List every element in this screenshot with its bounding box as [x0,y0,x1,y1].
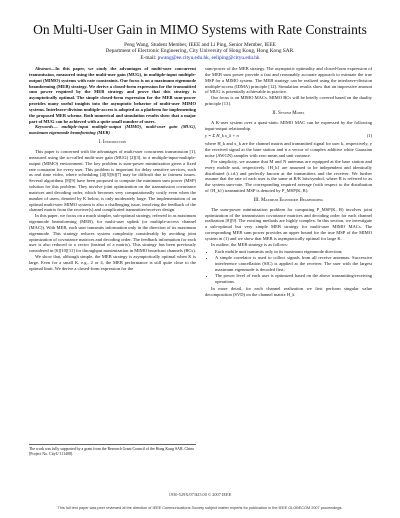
system-model-paragraph-3: For simplicity, we assume that M and N antennas are equipped at the base station and every mobile unit, respectively. {H_k} are assumed to be independent and identically distributed (i.i.d.) and perfectly known at the transmitters and the receiver. We further assume that the rate of each user is the same at R/K bits/symbol, where R is referred to as the system sum-rate. The corresponding required average (with respect to the distribution of {H_k}) transmitted MSP is denoted by P_MSP(K, R). [205,158,372,194]
author-block [20,42,380,61]
intro-paragraph-2: In this paper, we focus on a much simpler, sub-optimal strategy, referred to as maximum eigenmode beamforming (MEB), for multi-user uplink (or multiple-access channel (MAC)). With MEB, each user transmits information only in the direction of its maximum eigenmode. This strategy reduces system complexity considerably by avoiding joint optimization of covariance matrices and decoding order. The feedback information for each user is also reduced to a vector (instead of a matrix). This strategy has been previously considered in [6][10][11] for throughput maximization in MIMO broadcast channels (BCs). [29,213,196,254]
system-model-paragraph-2: where H_k and x_k are the channel matrix and transmitted signal for user k, respectively, y the received signal at the base station and n a vector of complex additive white Gaussian noise (AWGN) samples with zero mean and unit variance. [205,141,372,158]
paper-title: On Multi-User Gain in MIMO Systems with Rate Constraints [33,22,367,37]
system-model-paragraph-1: A K-user system over a quasi-static MIMO MAC can be expressed by the following input-output relationship. [205,119,372,131]
abstract-text: —In this paper, we study the advantages of multi-user concurrent transmission, measured using the multi-user gain (MUG), in multiple-input multiple-output (MIMO) systems with rate constraints. Our focus is on a maximum eigenmode beamforming (MEB) strategy. We derive a closed-form expression for the transmitted sum power required by the MEB strategy and prove that this strategy is asymptotically optimal. The simple closed-form expression for the MEB sum-power provides many useful insights into the asymptotic behavior of multi-user MIMO systems. Interleave-division multiple-access is adopted as a platform for implementing the proposed MEB scheme. Both numerical and simulation results show that a major part of MUG can be achieved with a quite small number of users. [29,66,196,124]
intro-paragraph-3: We show that, although simple, the MEB strategy is asymptotically optimal when K is large. Even for a small K, e.g., 2 or 4, the MEB performance is still quite close to the optimal limit. We derive a closed-form expression for the [29,254,196,271]
right-column [205,66,372,297]
section-heading-introduction: I. Introduction [98,140,127,146]
copyright-code: 1930-529X/07/$25.00 © 2007 IEEE [168,492,232,497]
intro-paragraph-1: This paper is concerned with the advantages of multi-user concurrent transmission [1], measured using the so-called multi-user gain (MUG) [2][3], in a multiple-input-multiple-output (MIMO) environment. The key problem is sum-power minimization given a fixed rate constraint for every user. This problem is important for delay sensitive services, such as real time video, where scheduling [4][5][6][7] may be difficult due to fairness issues. Several algorithms [8][9] have been proposed to compute the minimum sum power (MSP) solution for this problem. They involve joint optimization on the transmission covariance matrices and decoding order, which becomes very computationally costly even when the number of users, denoted by K below, is only moderately large. The implementation of an optimal multi-user MIMO system is also a challenging issue, involving the feedback of the channel matrix from the receiver(s) and complicated transmitter/receiver design. [29,148,196,213]
meb-paragraph-2: In outline, the MEB strategy is as follows: [211,241,289,247]
peer-review-notice: This full text paper was peer reviewed at the direction of IEEE Communications Society subject matter experts for publication in the IEEE GLOBECOM 2007 proceedings. [57,506,343,510]
email-label: E-mail: [140,54,157,61]
meb-bullet-1: • Each mobile unit transmits only in its maximum eigenmode direction; [215,249,372,255]
keywords-label: Keywords [35,124,54,130]
equation-1-number: (1) [366,133,372,139]
keywords-text: — multiple-input multiple-output (MIMO), multi-user gain (MUG), maximum eigenmode beamforming (MEB) [29,124,196,136]
meb-bullet-3: • The power level of each user is optimized based on the above transmitting/receiving operations. [215,273,372,285]
meb-paragraph-1: The sum-power minimization problem for computing P_MSP(K, R) involves joint optimization of the transmission covariance matrices and decoding order for each channel realization [8][9]. The existing methods are highly complex. In this section, we investigate a sub-optimal but very simple MEB strategy for multi-user MIMO MACs. The corresponding MEB sum power provides an upper bound for the true MSP of the MIMO system in (1) and we show that MEB is asymptotically optimal for large K. [205,206,372,241]
equation-1-body: y = Σ H_k x_k + n [205,133,239,139]
author-affiliation: Department of Electronic Engineering, City University of Hong Kong, Hong Kong SAR. [105,48,295,55]
section-heading-system-model: II. System Model [272,110,305,116]
left-column [29,66,196,272]
author-emails[interactable]: pwang@ee.cityu.edu.hk, eeliping@cityu.edu.hk [157,54,260,61]
equation-1 [205,133,372,139]
keywords [29,124,196,136]
meb-paragraph-3: In more detail, for each channel realization we first perform singular value decomposition (SVD) on the channel matrix H_k [205,285,372,297]
abstract [29,66,196,124]
meb-bullet-list [205,249,372,285]
meb-bullet-2: • A simple correlator is used to collect signals from all receive antennas. Successive interference cancellation (SIC) is applied at the receiver. The user with the largest maximum eigenmode is decoded first; [215,255,372,273]
intro-paragraph-4: sum-power of the MEB strategy. The asymptotic optimality and closed-form expression of the MEB sum power provide a fast and reasonably accurate approach to estimate the true MSP for a MIMO system. The MEB strategy can be realized using the interleave-division multiple-access (IDMA) principle [12]. Simulation results show that an impressive amount of MUG is potentially achievable in practice. [205,66,372,95]
section-heading-meb: III. Maximum Eigenmode Beamforming [253,197,324,203]
intro-paragraph-5: Our focus is on MIMO MACs. MIMO BCs will be briefly covered based on the duality principle [13]. [205,95,372,107]
funding-footnote: The work was fully supported by a grant from the Research Grant Council of the Hong Kong SAR, China [Project No. CityU 111408]. [29,444,196,457]
author-email-line [20,55,380,61]
author-names: Peng Wang, Student Member, IEEE and Li Ping, Senior Member, IEEE [124,42,276,48]
abstract-label: Abstract [35,66,51,71]
